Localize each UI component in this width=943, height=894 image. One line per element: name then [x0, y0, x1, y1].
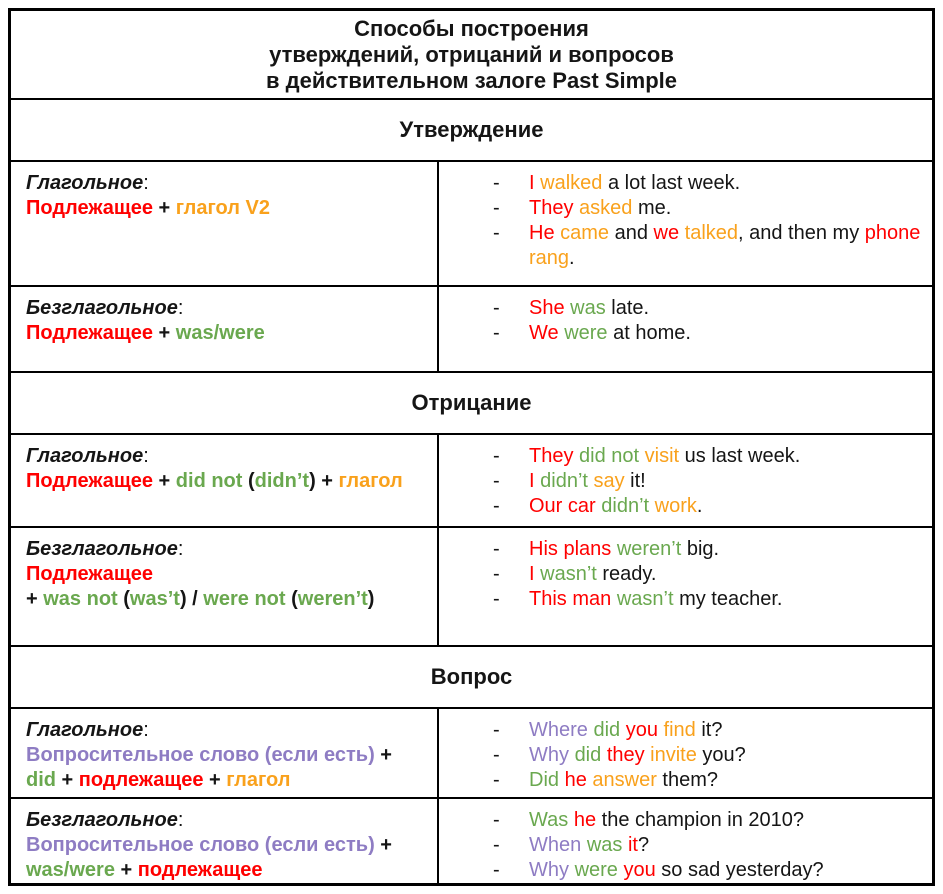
colored-word: work: [654, 495, 697, 517]
colored-word: +: [26, 588, 44, 610]
example-sentence: [529, 587, 928, 612]
rule-cell: [11, 799, 439, 883]
examples-cell: [439, 528, 932, 645]
colored-word: His plans: [529, 538, 617, 560]
colored-word: did not: [175, 470, 243, 492]
colored-word: ): [367, 588, 375, 610]
examples-list: [439, 808, 928, 883]
colored-word: and: [609, 222, 654, 244]
colored-word: ?: [637, 834, 650, 856]
colored-word: +: [203, 769, 227, 791]
rule-type-colon: :: [143, 719, 149, 741]
colored-word: them?: [656, 769, 719, 791]
examples-cell: [439, 435, 932, 526]
section-header-label: Отрицание: [411, 390, 532, 415]
colored-word: Why: [529, 859, 575, 881]
example-item: [439, 808, 928, 833]
colored-word: were: [564, 322, 608, 344]
colored-word: a lot last week.: [602, 172, 741, 194]
example-item: [439, 537, 928, 562]
colored-word: at home.: [607, 322, 691, 344]
colored-word: so sad yesterday?: [655, 859, 824, 881]
rule-type-line: [26, 444, 425, 469]
dash-bullet: -: [493, 470, 500, 492]
section-header-label: Вопрос: [430, 664, 513, 689]
colored-word: did: [574, 744, 607, 766]
colored-word: weren’t: [616, 538, 682, 560]
rule-formula-line: [26, 858, 425, 883]
colored-word: ) +: [309, 470, 339, 492]
rule-type-label: Безглагольное: [26, 538, 178, 560]
rule-type-line: [26, 808, 425, 833]
example-sentence: [529, 221, 928, 271]
colored-word: ready.: [596, 563, 657, 585]
title-line-2: утверждений, отрицаний и вопросов: [269, 41, 674, 67]
colored-word: was: [570, 297, 606, 319]
colored-word: you?: [696, 744, 746, 766]
colored-word: +: [153, 470, 176, 492]
example-sentence: [529, 537, 928, 562]
example-sentence: [529, 444, 928, 469]
rule-type-label: Безглагольное: [26, 297, 178, 319]
rule-type-colon: :: [143, 445, 149, 467]
example-sentence: [529, 469, 928, 494]
colored-word: it: [627, 834, 638, 856]
colored-word: I: [529, 172, 541, 194]
example-sentence: [529, 196, 928, 221]
colored-word: was not: [43, 588, 118, 610]
colored-word: глагол V2: [175, 197, 270, 219]
example-sentence: [529, 494, 928, 519]
colored-word: Our car: [529, 495, 602, 517]
colored-word: phone: [864, 222, 921, 244]
colored-word: talked: [684, 222, 739, 244]
rule-type-line: [26, 537, 425, 562]
colored-word: was: [586, 834, 628, 856]
rule-formula-line: [26, 833, 425, 858]
example-item: [439, 321, 928, 346]
example-sentence: [529, 743, 928, 768]
rule-type-line: [26, 296, 425, 321]
dash-bullet: -: [493, 172, 500, 194]
colored-word: Подлежащее: [26, 322, 153, 344]
example-item: [439, 444, 928, 469]
dash-bullet: -: [493, 495, 500, 517]
colored-word: they: [606, 744, 651, 766]
example-item: [439, 718, 928, 743]
dash-bullet: -: [493, 809, 500, 831]
dash-bullet: -: [493, 197, 500, 219]
colored-word: +: [56, 769, 79, 791]
example-item: [439, 469, 928, 494]
colored-word: did: [593, 719, 626, 741]
examples-cell: [439, 799, 932, 883]
colored-word: When: [529, 834, 587, 856]
rule-type-colon: :: [177, 538, 184, 560]
colored-word: did not: [579, 445, 645, 467]
colored-word: we: [653, 222, 685, 244]
rule-formula-line: [26, 562, 425, 587]
rule-row: [11, 435, 932, 528]
rule-row: [11, 799, 932, 883]
section-header-3: [11, 647, 932, 709]
colored-word: (: [285, 588, 298, 610]
colored-word: +: [153, 322, 176, 344]
rule-formula-line: [26, 196, 425, 221]
rule-type-label: Глагольное: [26, 172, 144, 194]
rule-type-line: [26, 718, 425, 743]
colored-word: Where: [529, 719, 594, 741]
rule-cell: [11, 435, 439, 526]
example-sentence: [529, 768, 928, 793]
colored-word: We: [529, 322, 565, 344]
dash-bullet: -: [493, 834, 500, 856]
table-title: [11, 11, 932, 100]
rule-row: [11, 287, 932, 373]
rule-type-label: Глагольное: [26, 719, 144, 741]
title-line-3: в действительном залоге Past Simple: [266, 67, 677, 93]
colored-word: late.: [605, 297, 650, 319]
colored-word: did: [26, 769, 56, 791]
dash-bullet: -: [493, 859, 500, 881]
colored-word: were not: [203, 588, 286, 610]
rule-formula-line: [26, 321, 425, 346]
dash-bullet: -: [493, 445, 500, 467]
rule-type-label: Глагольное: [26, 445, 144, 467]
colored-word: answer: [592, 769, 657, 791]
rule-cell: [11, 162, 439, 285]
examples-list: [439, 537, 928, 612]
colored-word: +: [114, 859, 138, 881]
colored-word: I: [529, 470, 541, 492]
colored-word: rang: [529, 247, 570, 269]
colored-word: he: [573, 809, 597, 831]
colored-word: глагол: [226, 769, 291, 791]
dash-bullet: -: [493, 719, 500, 741]
dash-bullet: -: [493, 769, 500, 791]
colored-word: Подлежащее: [26, 563, 153, 585]
example-item: [439, 296, 928, 321]
colored-word: Was: [529, 809, 574, 831]
example-item: [439, 858, 928, 883]
rule-row: [11, 528, 932, 647]
example-item: [439, 587, 928, 612]
rule-row: [11, 709, 932, 799]
rule-formula-line: [26, 743, 425, 768]
rule-type-colon: :: [177, 297, 184, 319]
dash-bullet: -: [493, 744, 500, 766]
colored-word: weren’t: [297, 588, 368, 610]
colored-word: +: [374, 744, 392, 766]
rule-cell: [11, 287, 439, 371]
example-sentence: [529, 321, 928, 346]
example-sentence: [529, 171, 928, 196]
colored-word: Why: [529, 744, 575, 766]
rule-formula-line: [26, 587, 425, 612]
colored-word: подлежащее: [78, 769, 204, 791]
colored-word: .: [569, 247, 575, 269]
example-item: [439, 833, 928, 858]
colored-word: I: [529, 563, 541, 585]
colored-word: +: [374, 834, 392, 856]
example-item: [439, 171, 928, 196]
colored-word: visit: [644, 445, 680, 467]
colored-word: ) /: [179, 588, 204, 610]
colored-word: me.: [632, 197, 672, 219]
colored-word: (: [117, 588, 130, 610]
example-item: [439, 768, 928, 793]
colored-word: (: [242, 470, 255, 492]
colored-word: he: [564, 769, 593, 791]
colored-word: was/were: [175, 322, 265, 344]
colored-word: Подлежащее: [26, 470, 153, 492]
example-sentence: [529, 858, 928, 883]
colored-word: find: [663, 719, 696, 741]
rule-formula-line: [26, 469, 425, 494]
dash-bullet: -: [493, 297, 500, 319]
colored-word: asked: [579, 197, 633, 219]
examples-cell: [439, 709, 932, 797]
examples-list: [439, 718, 928, 793]
rule-type-colon: :: [143, 172, 149, 194]
examples-list: [439, 171, 928, 271]
colored-word: They: [529, 197, 580, 219]
colored-word: invite: [650, 744, 697, 766]
example-sentence: [529, 296, 928, 321]
colored-word: He: [529, 222, 561, 244]
examples-cell: [439, 287, 932, 371]
colored-word: was’t: [129, 588, 180, 610]
colored-word: the champion in 2010?: [596, 809, 805, 831]
rule-type-label: Безглагольное: [26, 809, 178, 831]
colored-word: подлежащее: [137, 859, 263, 881]
colored-word: us last week.: [679, 445, 801, 467]
example-item: [439, 196, 928, 221]
colored-word: was/were: [26, 859, 115, 881]
colored-word: didn’t: [254, 470, 310, 492]
rule-type-line: [26, 171, 425, 196]
rule-cell: [11, 528, 439, 645]
rule-formula-line: [26, 768, 425, 793]
example-item: [439, 221, 928, 271]
section-header-2: [11, 373, 932, 435]
title-line-1: Способы построения: [354, 15, 589, 41]
example-item: [439, 562, 928, 587]
colored-word: wasn’t: [540, 563, 597, 585]
dash-bullet: -: [493, 322, 500, 344]
example-sentence: [529, 808, 928, 833]
colored-word: Did: [529, 769, 565, 791]
colored-word: .: [696, 495, 703, 517]
colored-word: , and then my: [738, 222, 865, 244]
colored-word: my teacher.: [673, 588, 783, 610]
colored-word: didn’t: [601, 495, 655, 517]
rule-cell: [11, 709, 439, 797]
rule-row: [11, 162, 932, 287]
colored-word: +: [153, 197, 176, 219]
example-sentence: [529, 562, 928, 587]
colored-word: Вопросительное слово (если есть): [26, 744, 375, 766]
colored-word: didn’t: [540, 470, 594, 492]
colored-word: Вопросительное слово (если есть): [26, 834, 375, 856]
colored-word: it?: [695, 719, 723, 741]
colored-word: say: [593, 470, 625, 492]
colored-word: big.: [681, 538, 720, 560]
colored-word: This man: [529, 588, 617, 610]
colored-word: you: [625, 719, 664, 741]
dash-bullet: -: [493, 538, 500, 560]
colored-word: it!: [624, 470, 646, 492]
example-sentence: [529, 833, 928, 858]
colored-word: wasn’t: [616, 588, 674, 610]
examples-cell: [439, 162, 932, 285]
examples-list: [439, 296, 928, 346]
colored-word: глагол: [338, 470, 403, 492]
example-item: [439, 743, 928, 768]
dash-bullet: -: [493, 222, 500, 244]
colored-word: were: [574, 859, 624, 881]
section-header-1: [11, 100, 932, 162]
dash-bullet: -: [493, 588, 500, 610]
colored-word: came: [560, 222, 610, 244]
dash-bullet: -: [493, 563, 500, 585]
colored-word: you: [623, 859, 656, 881]
colored-word: She: [529, 297, 571, 319]
colored-word: Подлежащее: [26, 197, 153, 219]
colored-word: walked: [540, 172, 603, 194]
grammar-table: [8, 8, 935, 886]
colored-word: They: [529, 445, 580, 467]
example-sentence: [529, 718, 928, 743]
rule-type-colon: :: [177, 809, 184, 831]
section-header-label: Утверждение: [399, 117, 544, 142]
example-item: [439, 494, 928, 519]
examples-list: [439, 444, 928, 519]
